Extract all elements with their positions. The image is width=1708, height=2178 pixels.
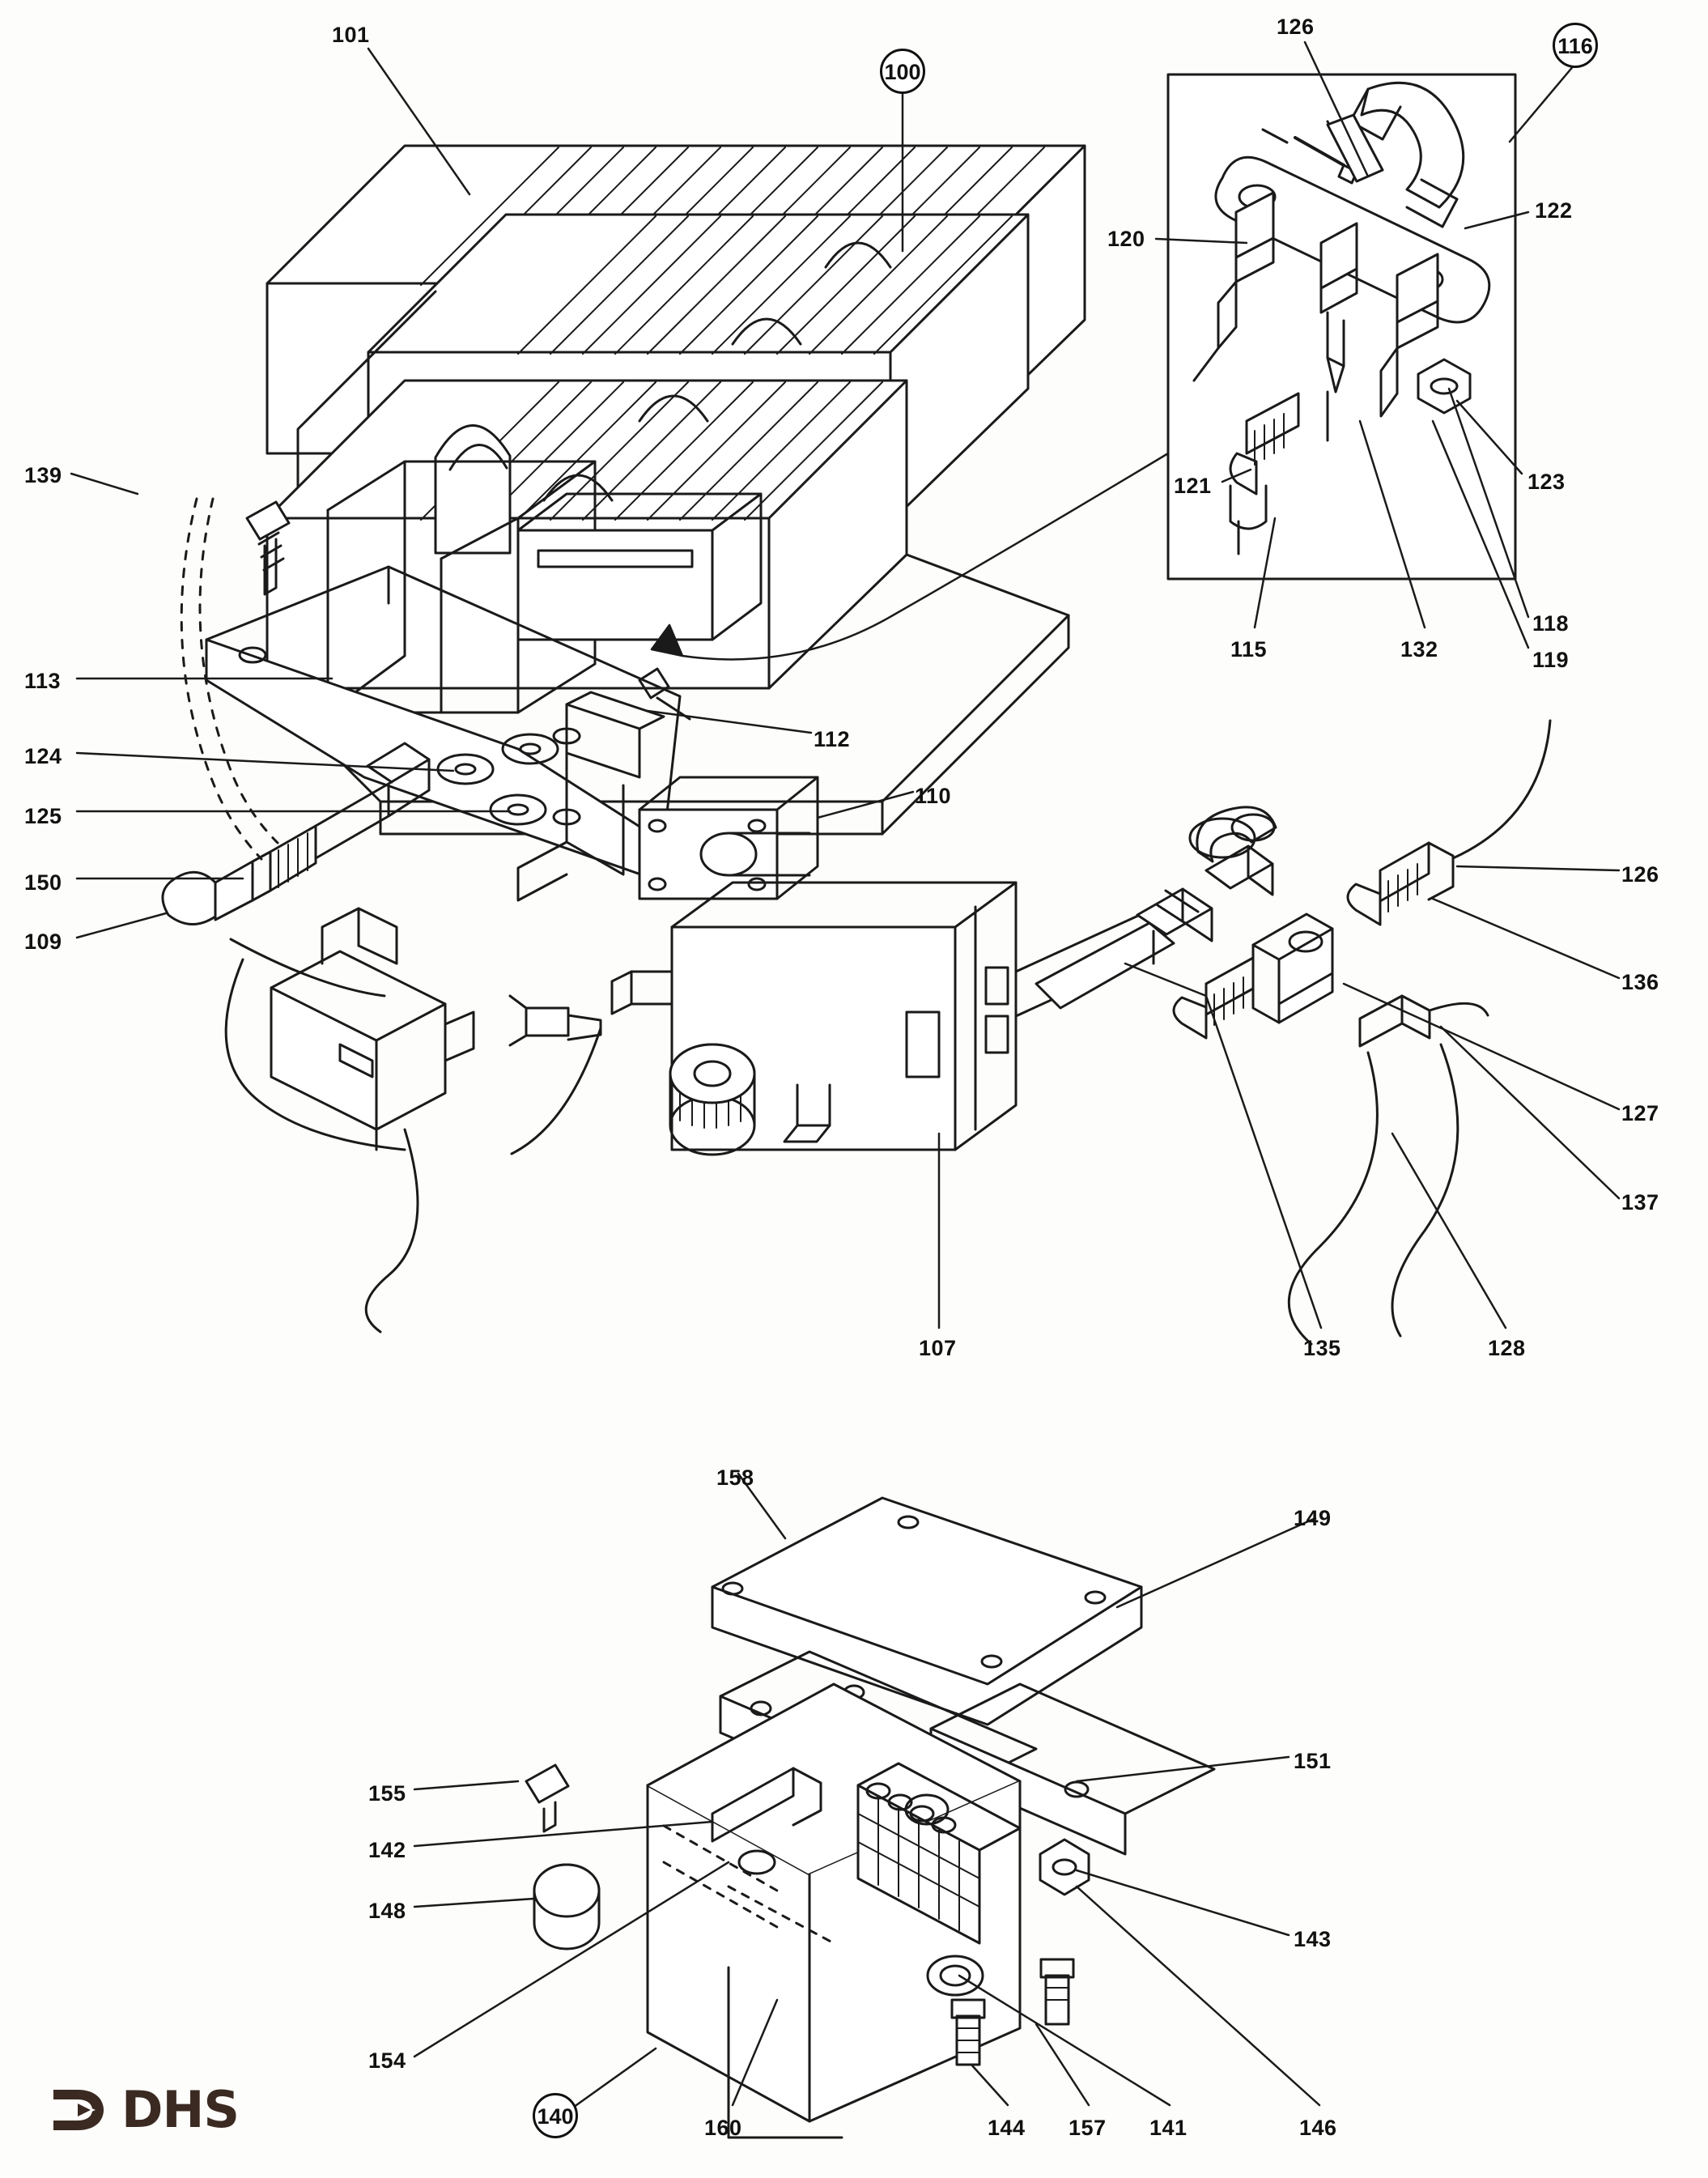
control-box-assembly [526,1498,1214,2138]
callout-146: 146 [1299,2116,1337,2140]
dhs-arrow-mark [50,2085,113,2135]
callout-126-right: 126 [1621,862,1659,887]
callout-120: 120 [1107,227,1145,251]
callout-135: 135 [1303,1336,1341,1360]
callout-107: 107 [919,1336,957,1360]
callout-127: 127 [1621,1101,1659,1125]
callout-137: 137 [1621,1190,1659,1214]
callout-139: 139 [24,463,62,487]
callout-118: 118 [1532,611,1570,636]
callout-126-top: 126 [1277,15,1315,39]
callout-119: 119 [1532,648,1570,672]
callout-112: 112 [814,727,851,751]
callout-144: 144 [988,2116,1026,2140]
callout-123: 123 [1527,470,1566,494]
callout-154: 154 [368,2048,406,2073]
callout-157: 157 [1069,2116,1107,2140]
callout-121: 121 [1174,474,1212,498]
callout-124: 124 [24,744,62,768]
callout-116: 116 [1553,23,1598,68]
callout-136: 136 [1621,970,1659,994]
callout-122: 122 [1535,198,1573,223]
dhs-wordmark: DHS [121,2080,240,2139]
callout-132: 132 [1400,637,1438,661]
igniter-assembly-109 [163,743,429,996]
callout-128: 128 [1488,1336,1526,1360]
callout-150: 150 [24,870,62,895]
callout-148: 148 [368,1899,406,1923]
callout-151: 151 [1294,1749,1332,1773]
callout-113: 113 [24,669,62,693]
pipe-fittings-right [1036,721,1550,1344]
callout-140: 140 [533,2093,578,2138]
callout-125: 125 [24,804,62,828]
callout-141: 141 [1149,2116,1188,2140]
callout-115: 115 [1230,637,1268,661]
callout-149: 149 [1294,1506,1332,1530]
callout-142: 142 [368,1838,406,1862]
callout-160: 160 [704,2116,742,2140]
connector-plug-assembly [226,908,601,1332]
callout-155: 155 [368,1781,406,1806]
callout-158: 158 [716,1465,754,1490]
callout-109: 109 [24,929,62,954]
callout-100: 100 [880,49,925,94]
callout-110: 110 [915,784,952,808]
callout-143: 143 [1294,1927,1332,1951]
callout-101: 101 [332,23,370,47]
dhs-logo [50,2081,239,2139]
